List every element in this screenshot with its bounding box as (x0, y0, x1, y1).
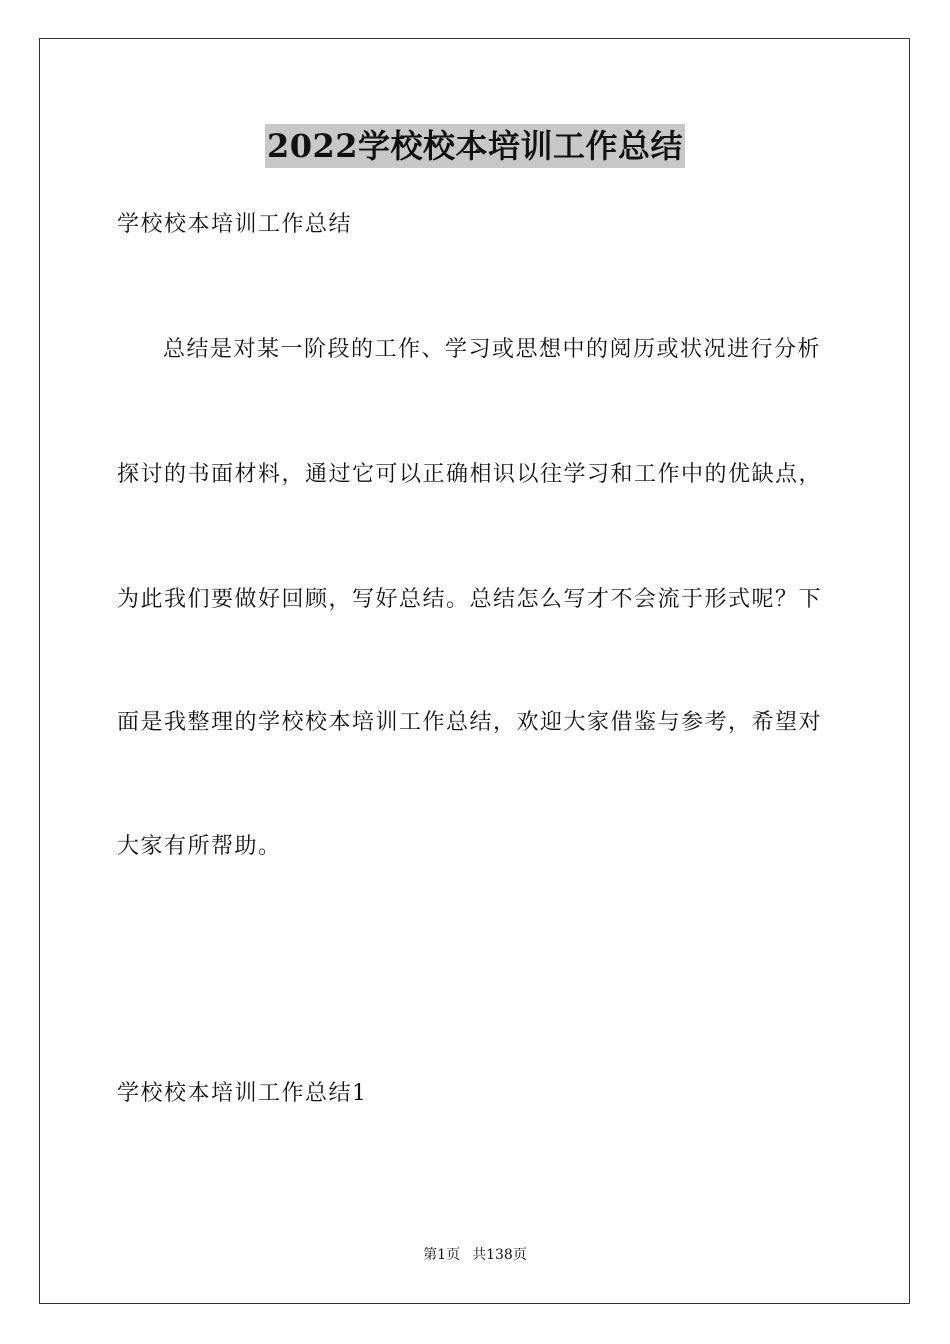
paragraph-line-5: 大家有所帮助。 (117, 834, 282, 859)
paragraph-line-4: 面是我整理的学校校本培训工作总结，欢迎大家借鉴与参考，希望对 (117, 710, 823, 735)
page-number: 第1页 (423, 1247, 461, 1263)
page-footer (0, 1245, 950, 1265)
total-pages: 共138页 (472, 1247, 527, 1263)
paragraph-line-1: 总结是对某一阶段的工作、学习或思想中的阅历或状况进行分析 (163, 337, 822, 362)
title-container (0, 124, 950, 168)
paragraph-line-3: 为此我们要做好回顾，写好总结。总结怎么写才不会流于形式呢？下 (117, 587, 823, 612)
section-heading: 学校校本培训工作总结1 (117, 1081, 368, 1106)
document-title: 2022学校校本培训工作总结 (265, 124, 685, 168)
document-subtitle: 学校校本培训工作总结 (117, 212, 353, 237)
paragraph-line-2: 探讨的书面材料，通过它可以正确相识以往学习和工作中的优缺点， (117, 462, 823, 487)
